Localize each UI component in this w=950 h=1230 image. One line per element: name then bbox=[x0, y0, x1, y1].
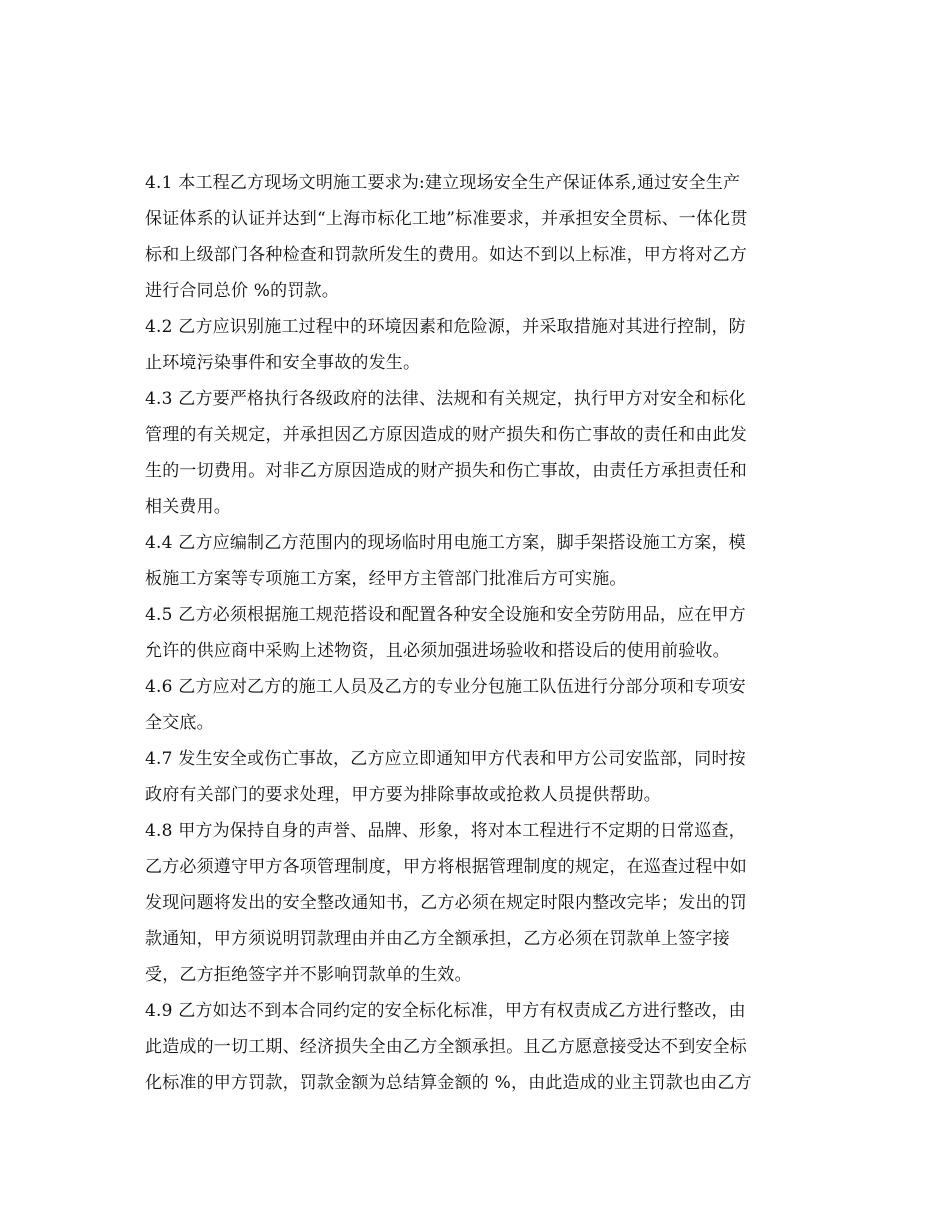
text-line: 4.6 乙方应对乙方的施工人员及乙方的专业分包施工队伍进行分部分项和专项安 bbox=[145, 677, 746, 697]
text-line: 化标准的甲方罚款，罚款金额为总结算金额的 %，由此造成的业主罚款也由乙方 bbox=[145, 1073, 752, 1093]
text-line: 4.7 发生安全或伤亡事故，乙方应立即通知甲方代表和甲方公司安监部，同时按 bbox=[145, 749, 746, 769]
text-line: 进行合同总价 %的罚款。 bbox=[145, 281, 339, 301]
text-line: 4.9 乙方如达不到本合同约定的安全标化标准，甲方有权责成乙方进行整改，由 bbox=[145, 1001, 746, 1021]
text-line: 4.3 乙方要严格执行各级政府的法律、法规和有关规定，执行甲方对安全和标化 bbox=[145, 389, 746, 409]
text-line: 标和上级部门各种检查和罚款所发生的费用。如达不到以上标准，甲方将对乙方 bbox=[145, 245, 747, 265]
text-line: 板施工方案等专项施工方案，经甲方主管部门批准后方可实施。 bbox=[145, 569, 627, 589]
text-line: 止环境污染事件和安全事故的发生。 bbox=[145, 353, 421, 373]
text-line: 此造成的一切工期、经济损失全由乙方全额承担。且乙方愿意接受达不到安全标 bbox=[145, 1037, 747, 1057]
text-line: 发现问题将发出的安全整改通知书，乙方必须在规定时限内整改完毕；发出的罚 bbox=[145, 893, 747, 913]
text-line: 4.4 乙方应编制乙方范围内的现场临时用电施工方案，脚手架搭设施工方案，模 bbox=[145, 533, 746, 553]
text-line: 保证体系的认证并达到“上海市标化工地”标准要求，并承担安全贯标、一体化贯 bbox=[145, 209, 748, 229]
text-line: 生的一切费用。对非乙方原因造成的财产损失和伤亡事故，由责任方承担责任和 bbox=[145, 461, 747, 481]
text-line: 乙方必须遵守甲方各项管理制度，甲方将根据管理制度的规定，在巡查过程中如 bbox=[145, 857, 747, 877]
text-line: 全交底。 bbox=[145, 713, 214, 733]
text-line: 款通知，甲方须说明罚款理由并由乙方全额承担，乙方必须在罚款单上签字接 bbox=[145, 929, 730, 949]
text-line: 4.2 乙方应识别施工过程中的环境因素和危险源，并采取措施对其进行控制，防 bbox=[145, 317, 746, 337]
text-line: 4.1 本工程乙方现场文明施工要求为:建立现场安全生产保证体系,通过安全生产 bbox=[145, 173, 741, 193]
text-line: 4.5 乙方必须根据施工规范搭设和配置各种安全设施和安全劳防用品，应在甲方 bbox=[145, 605, 746, 625]
text-line: 政府有关部门的要求处理，甲方要为排除事故或抢救人员提供帮助。 bbox=[145, 785, 661, 805]
text-line: 允许的供应商中采购上述物资，且必须加强进场验收和搭设后的使用前验收。 bbox=[145, 641, 730, 661]
text-line: 管理的有关规定，并承担因乙方原因造成的财产损失和伤亡事故的责任和由此发 bbox=[145, 425, 747, 445]
text-line: 4.8 甲方为保持自身的声誉、品牌、形象，将对本工程进行不定期的日常巡查， bbox=[145, 821, 746, 841]
text-line: 相关费用。 bbox=[145, 497, 231, 517]
document-body bbox=[145, 165, 805, 1101]
text-line: 受，乙方拒绝签字并不影响罚款单的生效。 bbox=[145, 965, 472, 985]
